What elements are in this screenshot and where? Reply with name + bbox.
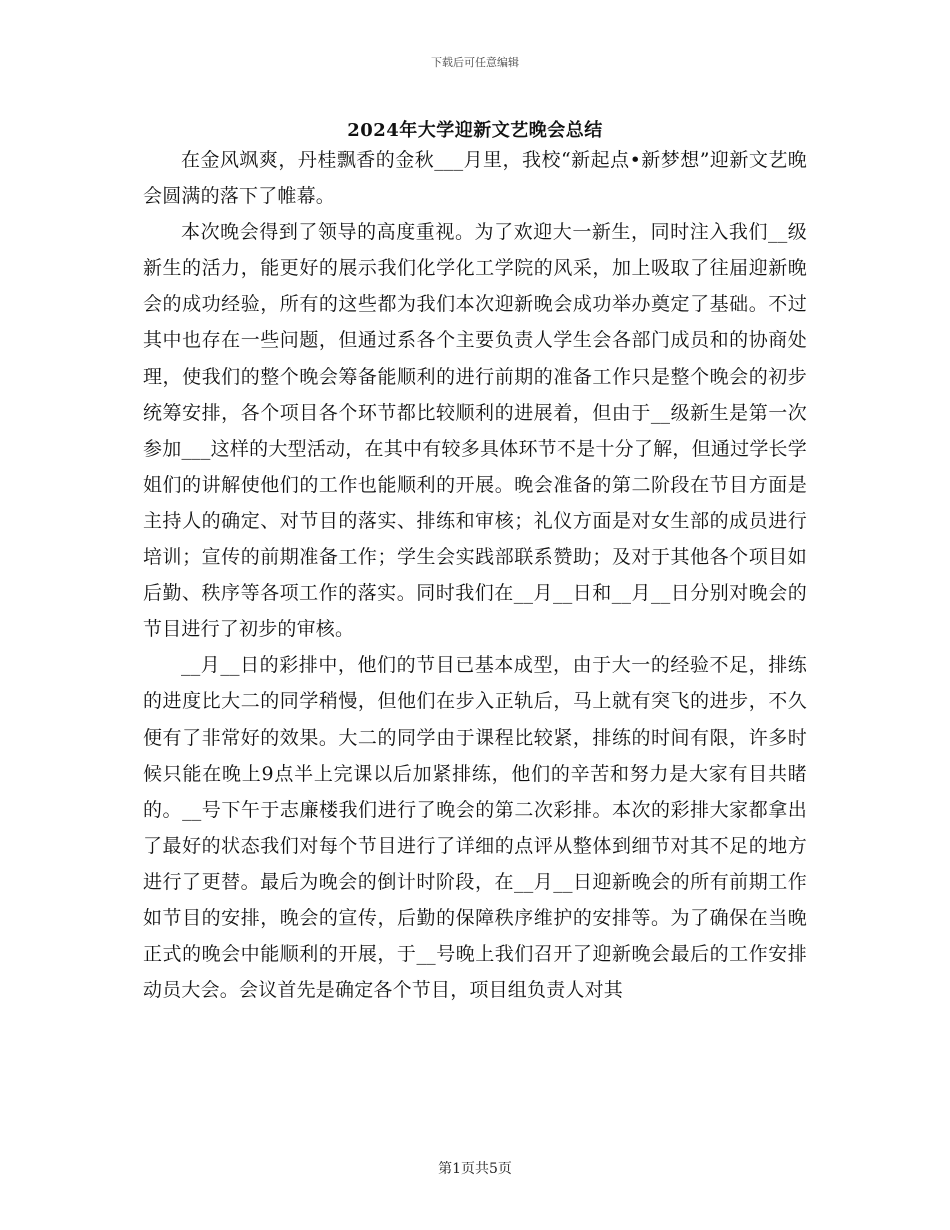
paragraph-3: __月__日的彩排中，他们的节目已基本成型，由于大一的经验不足，排练的进度比大二的同学稍慢，但他们在步入正轨后，马上就有突飞的进步，不久便有了非常好的效果。大二的同学由于课程比较紧，排练的时间有限，许多时候只能在晚上9点半上完课以后加紧排练，他们的辛苦和努力是大家有目共睹的。__号下午于志廉楼我们进行了晚会的第二次彩排。本次的彩排大家都拿出了最好的状态我们对每个节目进行了详细的点评从整体到细节对其不足的地方进行了更替。最后为晚会的倒计时阶段，在__月__日迎新晚会的所有前期工作如节目的安排，晚会的宣传，后勤的保障秩序维护的安排等。为了确保在当晚正式的晚会中能顺利的开展，于__号晚上我们召开了迎新晚会最后的工作安排动员大会。会议首先是确定各个节目，项目组负责人对其 <box>143 654 807 1002</box>
paragraph-1: 在金风飒爽，丹桂飘香的金秋___月里，我校“新起点•新梦想”迎新文艺晚会圆满的落下了帷幕。 <box>143 149 807 208</box>
page-number: 第1页共5页 <box>438 1161 512 1177</box>
header-note: 下载后可任意编辑 <box>431 56 519 69</box>
paragraph-2: 本次晚会得到了领导的高度重视。为了欢迎大一新生，同时注入我们__级新生的活力，能更好的展示我们化学化工学院的风采，加上吸取了往届迎新晚会的成功经验，所有的这些都为我们本次迎新晚会成功举办奠定了基础。不过其中也存在一些问题，但通过系各个主要负责人学生会各部门成员和的协商处理，使我们的整个晚会筹备能顺利的进行前期的准备工作只是整个晚会的初步统筹安排，各个项目各个环节都比较顺利的进展着，但由于__级新生是第一次参加___这样的大型活动，在其中有较多具体环节不是十分了解，但通过学长学姐们的讲解使他们的工作也能顺利的开展。晚会准备的第二阶段在节目方面是主持人的确定、对节目的落实、排练和审核；礼仪方面是对女生部的成员进行培训；宣传的前期准备工作；学生会实践部联系赞助；及对于其他各个项目如后勤、秩序等各项工作的落实。同时我们在__月__日和__月__日分别对晚会的节目进行了初步的审核。 <box>143 221 807 641</box>
document-title: 2024年大学迎新文艺晚会总结 <box>347 120 603 141</box>
document-body <box>143 142 807 1008</box>
